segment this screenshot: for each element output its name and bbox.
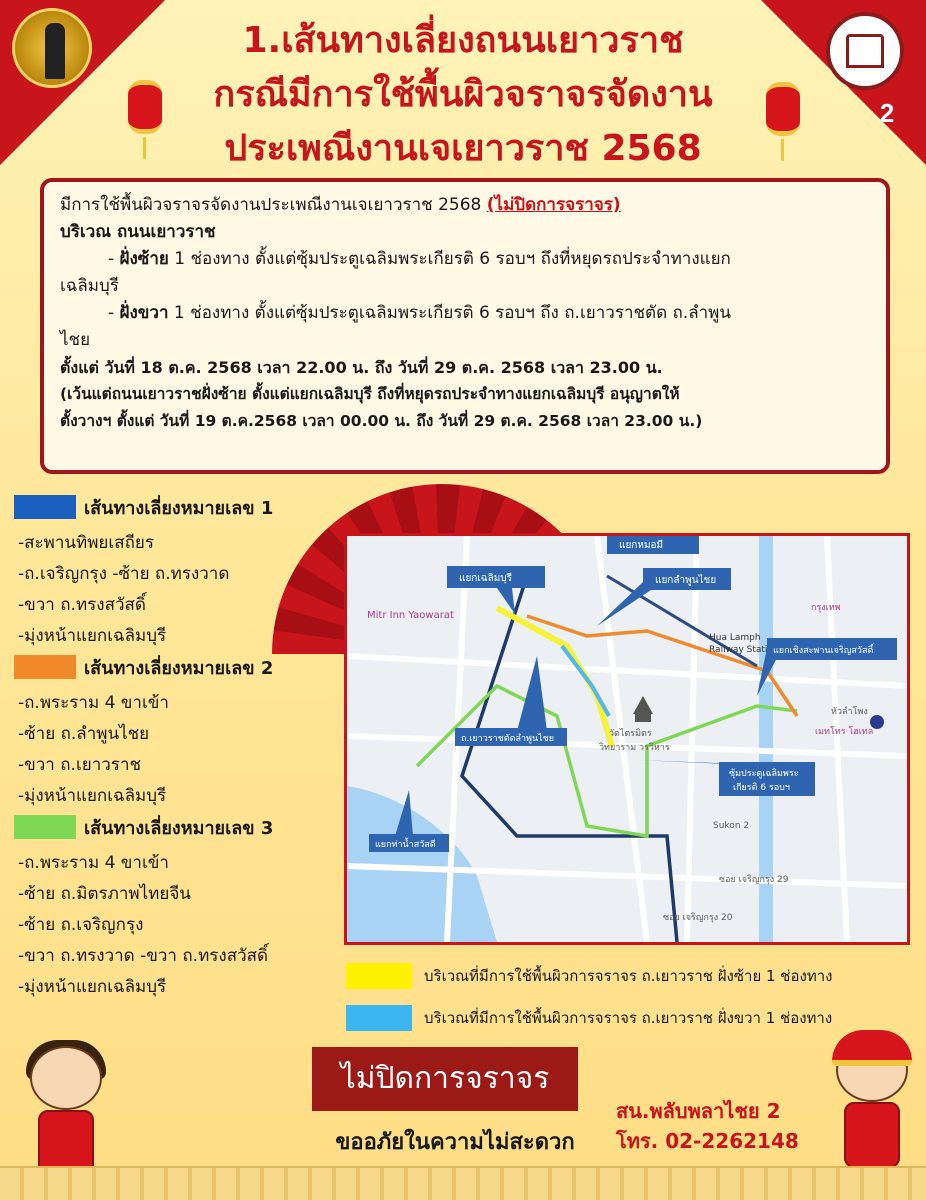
place-label: วัดไตรมิตร bbox=[609, 729, 652, 739]
callout-label: แยกลำพูนไชย bbox=[655, 575, 717, 586]
route-item: -ขวา ถ.เยาวราช bbox=[18, 755, 142, 775]
callout-label: ซุ้มประตูเฉลิมพระ bbox=[729, 769, 799, 779]
police-emblem-left bbox=[12, 8, 92, 88]
callout-label: แยกเชิงสะพานเจริญสวัสดิ์ bbox=[773, 646, 874, 656]
right-label: ฝั่งขวา bbox=[119, 303, 169, 323]
left-text-cont: เฉลิมบุรี bbox=[60, 276, 119, 296]
exception-line-2: ตั้งวางฯ ตั้งแต่ วันที่ 19 ต.ค.2568 เวลา 00.00 น. ถึง วันที่ 29 ต.ค. 2568 เวลา 23.00 น.) bbox=[60, 412, 703, 430]
route-item: -มุ่งหน้าแยกเฉลิมบุรี bbox=[18, 786, 167, 806]
district-number: 2 bbox=[879, 98, 895, 128]
map-canvas bbox=[347, 536, 907, 942]
route-item: -ถ.พระราม 4 ขาเข้า bbox=[18, 853, 169, 873]
place-label: หัวลำโพง bbox=[831, 707, 868, 717]
station-logo bbox=[826, 12, 904, 90]
metro-icon bbox=[870, 715, 884, 729]
route-item: -ซ้าย ถ.ลำพูนไชย bbox=[18, 724, 150, 744]
building-icon bbox=[846, 34, 884, 68]
route-3 bbox=[14, 812, 334, 1003]
route-3-swatch bbox=[14, 815, 76, 839]
legend-swatch-blue bbox=[346, 1005, 412, 1031]
info-intro: มีการใช้พื้นผิวจราจรจัดงานประเพณีงานเจเยาวราช 2568 bbox=[60, 195, 487, 215]
boy-mascot-icon bbox=[822, 1030, 922, 1180]
place-label: Sukon 2 bbox=[713, 821, 750, 831]
title-line-2: กรณีมีการใช้พื้นผิวจราจรจัดงาน bbox=[213, 74, 713, 115]
title-line-3: ประเพณีงานเจเยาวราช 2568 bbox=[224, 128, 702, 169]
route-item: -ซ้าย ถ.เจริญกรุง bbox=[18, 915, 144, 935]
left-label: ฝั่งซ้าย bbox=[119, 249, 169, 269]
left-lane-desc: - ฝั่งซ้าย 1 ช่องทาง ตั้งแต่ซุ้มประตูเฉลิมพระเกียรติ 6 รอบฯ ถึงที่หยุดรถประจำทางแยก bbox=[108, 249, 731, 269]
page-title bbox=[120, 14, 806, 176]
legend-text: บริเวณที่มีการใช้พื้นผิวการจราจร ถ.เยาวราช ฝั่งขวา 1 ช่องทาง bbox=[424, 1009, 833, 1027]
exception-line-1: (เว้นแต่ถนนเยาวราชฝั่งซ้าย ตั้งแต่แยกเฉลิมบุรี ถึงที่หยุดรถประจำทางแยกเฉลิมบุรี อนุญาตให้ bbox=[60, 385, 680, 403]
route-item: -ซ้าย ถ.มิตรภาพไทยจีน bbox=[18, 884, 191, 904]
place-label: Mitr Inn Yaowarat bbox=[367, 610, 454, 621]
legend-item-left-lane bbox=[346, 958, 912, 994]
decorative-border bbox=[0, 1166, 926, 1200]
route-item: -มุ่งหน้าแยกเฉลิมบุรี bbox=[18, 977, 167, 997]
route-1-title: เส้นทางเลี่ยงหมายเลข 1 bbox=[84, 497, 274, 519]
route-item: -ถ.เจริญกรุง -ซ้าย ถ.ทรงวาด bbox=[18, 564, 230, 584]
station-contact bbox=[616, 1096, 824, 1156]
route-map[interactable] bbox=[344, 533, 910, 945]
info-line-1 bbox=[60, 192, 870, 219]
route-2 bbox=[14, 652, 334, 812]
route-item: -มุ่งหน้าแยกเฉลิมบุรี bbox=[18, 626, 167, 646]
info-box bbox=[40, 178, 890, 474]
place-label: เมทโทร โฮเทล bbox=[815, 727, 874, 737]
no-closure-highlight: (ไม่ปิดการจราจร) bbox=[486, 195, 621, 215]
callout-label: แยกหมอมี bbox=[619, 540, 664, 551]
legend-text: บริเวณที่มีการใช้พื้นผิวการจราจร ถ.เยาวราช ฝั่งซ้าย 1 ช่องทาง bbox=[424, 967, 833, 985]
statue-icon bbox=[45, 23, 65, 79]
place-label: ซอย เจริญกรุง 20 bbox=[663, 913, 733, 923]
place-label: วิทยาราม วรวิหาร bbox=[599, 743, 670, 753]
route-1 bbox=[14, 492, 334, 652]
apology-text: ขออภัยในความไม่สะดวก bbox=[335, 1130, 575, 1155]
route-2-swatch bbox=[14, 655, 76, 679]
legend-swatch-yellow bbox=[346, 963, 412, 989]
route-item: -ขวา ถ.ทรงวาด -ขวา ถ.ทรงสวัสดิ์ bbox=[18, 946, 269, 966]
no-closure-banner: ไม่ปิดการจราจร bbox=[312, 1047, 578, 1111]
route-2-title: เส้นทางเลี่ยงหมายเลข 2 bbox=[84, 657, 274, 679]
right-text: 1 ช่องทาง ตั้งแต่ซุ้มประตูเฉลิมพระเกียรติ 6 รอบฯ ถึง ถ.เยาวราชตัด ถ.ลำพูน bbox=[168, 303, 732, 323]
callout-label: ถ.เยาวราชตัดลำพูนไชย bbox=[461, 734, 555, 744]
place-label: กรุงเทพ bbox=[811, 603, 841, 613]
place-label: Railway Stati bbox=[709, 645, 768, 655]
route-item: -สะพานทิพยเสถียร bbox=[18, 533, 154, 553]
callout-label: แยกท่าน้ำสวัสดี bbox=[375, 840, 436, 850]
period: ตั้งแต่ วันที่ 18 ต.ค. 2568 เวลา 22.00 น. ถึง วันที่ 29 ต.ค. 2568 เวลา 23.00 น. bbox=[60, 358, 663, 377]
place-label: ซอย เจริญกรุง 29 bbox=[719, 875, 789, 885]
station-name: สน.พลับพลาไชย 2 bbox=[616, 1099, 781, 1123]
title-line-1: 1.เส้นทางเลี่ยงถนนเยาวราช bbox=[242, 20, 684, 61]
place-label: Hua Lamph bbox=[709, 633, 761, 643]
right-lane-desc: - ฝั่งขวา 1 ช่องทาง ตั้งแต่ซุ้มประตูเฉลิมพระเกียรติ 6 รอบฯ ถึง ถ.เยาวราชตัด ถ.ลำพูน bbox=[108, 303, 732, 323]
route-item: -ถ.พระราม 4 ขาเข้า bbox=[18, 693, 169, 713]
right-text-cont: ไชย bbox=[60, 330, 91, 350]
route-1-swatch bbox=[14, 495, 76, 519]
area-label: บริเวณ ถนนเยาวราช bbox=[60, 222, 216, 242]
route-3-title: เส้นทางเลี่ยงหมายเลข 3 bbox=[84, 817, 274, 839]
route-item: -ขวา ถ.ทรงสวัสดิ์ bbox=[18, 595, 146, 615]
callout-label: เกียรติ 6 รอบฯ bbox=[733, 783, 790, 793]
station-phone: โทร. 02-2262148 bbox=[616, 1129, 799, 1153]
left-text: 1 ช่องทาง ตั้งแต่ซุ้มประตูเฉลิมพระเกียรติ 6 รอบฯ ถึงที่หยุดรถประจำทางแยก bbox=[168, 249, 731, 269]
route-list bbox=[14, 492, 334, 1003]
callout-label: แยกเฉลิมบุรี bbox=[459, 573, 513, 584]
